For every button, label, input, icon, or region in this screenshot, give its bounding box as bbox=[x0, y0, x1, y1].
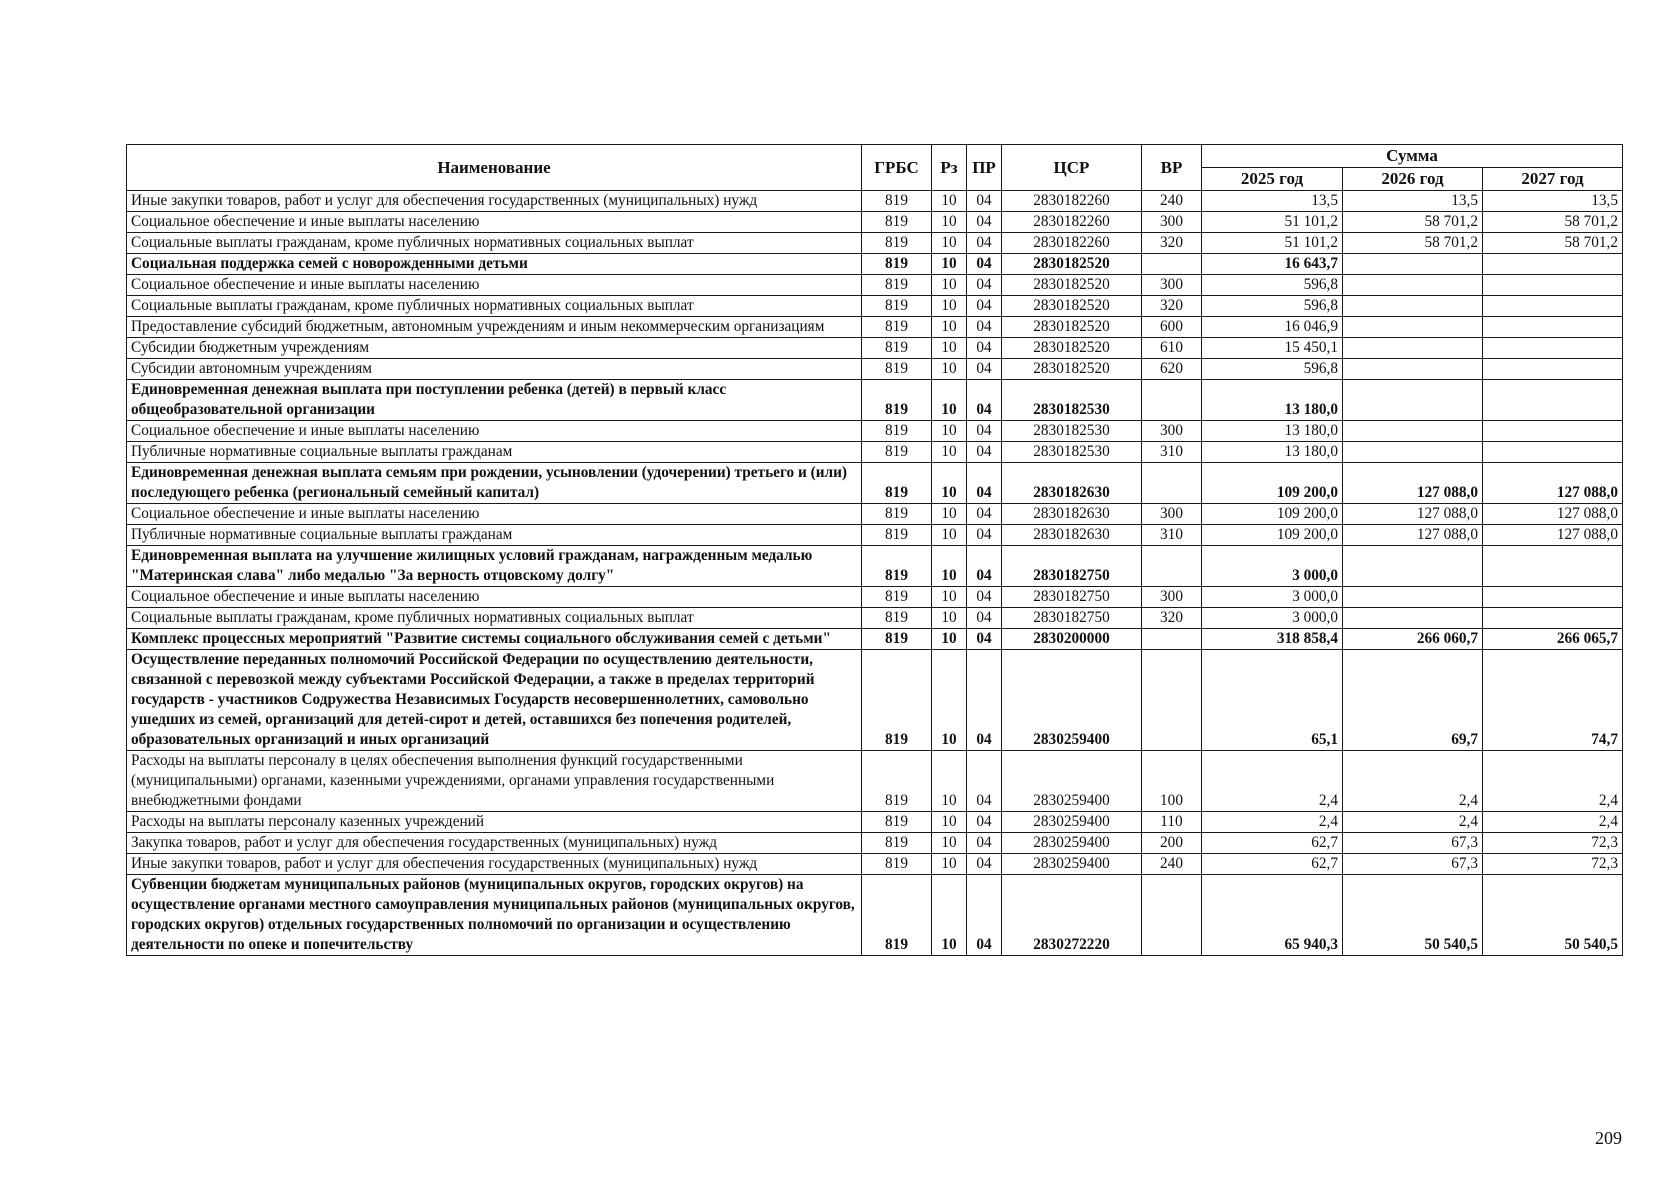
cell-name: Комплекс процессных мероприятий "Развитие системы социального обслуживания семей с детьми" bbox=[127, 629, 862, 650]
cell-csr: 2830182260 bbox=[1002, 233, 1142, 254]
table-row bbox=[127, 875, 1623, 956]
cell-grbs: 819 bbox=[862, 812, 932, 833]
cell-2026: 67,3 bbox=[1343, 854, 1483, 875]
cell-2027 bbox=[1483, 380, 1623, 421]
cell-2027: 74,7 bbox=[1483, 650, 1623, 751]
cell-2025: 65 940,3 bbox=[1202, 875, 1343, 956]
cell-grbs: 819 bbox=[862, 463, 932, 504]
header-vr: ВР bbox=[1142, 145, 1202, 191]
cell-pr: 04 bbox=[967, 275, 1002, 296]
cell-csr: 2830182530 bbox=[1002, 442, 1142, 463]
cell-rz: 10 bbox=[932, 359, 967, 380]
cell-vr: 200 bbox=[1142, 833, 1202, 854]
cell-name: Иные закупки товаров, работ и услуг для обеспечения государственных (муниципальных) нужд bbox=[127, 191, 862, 212]
cell-2027: 127 088,0 bbox=[1483, 504, 1623, 525]
cell-vr: 320 bbox=[1142, 233, 1202, 254]
cell-2025: 15 450,1 bbox=[1202, 338, 1343, 359]
cell-2026 bbox=[1343, 359, 1483, 380]
cell-2026: 127 088,0 bbox=[1343, 525, 1483, 546]
cell-vr: 240 bbox=[1142, 191, 1202, 212]
table-row bbox=[127, 525, 1623, 546]
cell-2025: 2,4 bbox=[1202, 751, 1343, 812]
cell-2026 bbox=[1343, 421, 1483, 442]
header-csr: ЦСР bbox=[1002, 145, 1142, 191]
cell-name: Социальные выплаты гражданам, кроме публичных нормативных социальных выплат bbox=[127, 233, 862, 254]
cell-name: Субсидии бюджетным учреждениям bbox=[127, 338, 862, 359]
cell-csr: 2830182260 bbox=[1002, 212, 1142, 233]
cell-vr: 100 bbox=[1142, 751, 1202, 812]
cell-2025: 13 180,0 bbox=[1202, 442, 1343, 463]
cell-2026: 13,5 bbox=[1343, 191, 1483, 212]
cell-2027: 58 701,2 bbox=[1483, 233, 1623, 254]
cell-csr: 2830182520 bbox=[1002, 359, 1142, 380]
cell-2025: 51 101,2 bbox=[1202, 212, 1343, 233]
header-year-2025: 2025 год bbox=[1202, 168, 1343, 191]
cell-grbs: 819 bbox=[862, 380, 932, 421]
cell-2026 bbox=[1343, 317, 1483, 338]
cell-vr bbox=[1142, 546, 1202, 587]
cell-vr: 620 bbox=[1142, 359, 1202, 380]
cell-vr: 300 bbox=[1142, 587, 1202, 608]
cell-rz: 10 bbox=[932, 442, 967, 463]
cell-pr: 04 bbox=[967, 875, 1002, 956]
cell-2025: 65,1 bbox=[1202, 650, 1343, 751]
cell-rz: 10 bbox=[932, 525, 967, 546]
cell-csr: 2830182530 bbox=[1002, 380, 1142, 421]
cell-csr: 2830259400 bbox=[1002, 812, 1142, 833]
cell-csr: 2830259400 bbox=[1002, 751, 1142, 812]
cell-grbs: 819 bbox=[862, 629, 932, 650]
cell-name: Иные закупки товаров, работ и услуг для обеспечения государственных (муниципальных) нужд bbox=[127, 854, 862, 875]
cell-grbs: 819 bbox=[862, 751, 932, 812]
cell-csr: 2830182750 bbox=[1002, 587, 1142, 608]
cell-name: Публичные нормативные социальные выплаты гражданам bbox=[127, 525, 862, 546]
cell-vr bbox=[1142, 629, 1202, 650]
cell-2027 bbox=[1483, 587, 1623, 608]
cell-2026: 50 540,5 bbox=[1343, 875, 1483, 956]
cell-pr: 04 bbox=[967, 421, 1002, 442]
cell-vr: 240 bbox=[1142, 854, 1202, 875]
cell-2026 bbox=[1343, 380, 1483, 421]
cell-rz: 10 bbox=[932, 629, 967, 650]
cell-vr: 310 bbox=[1142, 525, 1202, 546]
cell-pr: 04 bbox=[967, 359, 1002, 380]
cell-grbs: 819 bbox=[862, 212, 932, 233]
cell-2025: 3 000,0 bbox=[1202, 608, 1343, 629]
cell-grbs: 819 bbox=[862, 275, 932, 296]
cell-2025: 109 200,0 bbox=[1202, 525, 1343, 546]
table-row bbox=[127, 812, 1623, 833]
cell-2027 bbox=[1483, 546, 1623, 587]
cell-2027 bbox=[1483, 442, 1623, 463]
cell-name: Социальная поддержка семей с новорожденными детьми bbox=[127, 254, 862, 275]
cell-2025: 596,8 bbox=[1202, 359, 1343, 380]
cell-csr: 2830200000 bbox=[1002, 629, 1142, 650]
cell-2026 bbox=[1343, 275, 1483, 296]
cell-2027: 58 701,2 bbox=[1483, 212, 1623, 233]
cell-2027: 127 088,0 bbox=[1483, 463, 1623, 504]
cell-name: Субвенции бюджетам муниципальных районов (муниципальных округов, городских округов) на осуществление органами местного самоуправления муниципальных районов (муниципальных округов, городских округов) отдельных государственных полномочий по организации и осуществлению деятельности по опеке и попечительству bbox=[127, 875, 862, 956]
cell-rz: 10 bbox=[932, 875, 967, 956]
cell-rz: 10 bbox=[932, 275, 967, 296]
cell-grbs: 819 bbox=[862, 875, 932, 956]
header-rz: Рз bbox=[932, 145, 967, 191]
cell-vr: 110 bbox=[1142, 812, 1202, 833]
cell-rz: 10 bbox=[932, 608, 967, 629]
cell-2025: 3 000,0 bbox=[1202, 546, 1343, 587]
table-row bbox=[127, 338, 1623, 359]
cell-2027 bbox=[1483, 254, 1623, 275]
cell-grbs: 819 bbox=[862, 650, 932, 751]
cell-rz: 10 bbox=[932, 812, 967, 833]
table-row bbox=[127, 833, 1623, 854]
page-number: 209 bbox=[1595, 1128, 1622, 1148]
table-row bbox=[127, 546, 1623, 587]
cell-rz: 10 bbox=[932, 546, 967, 587]
cell-vr: 320 bbox=[1142, 608, 1202, 629]
cell-vr bbox=[1142, 463, 1202, 504]
header-pr: ПР bbox=[967, 145, 1002, 191]
cell-rz: 10 bbox=[932, 463, 967, 504]
cell-csr: 2830182520 bbox=[1002, 275, 1142, 296]
cell-csr: 2830182750 bbox=[1002, 608, 1142, 629]
cell-vr: 320 bbox=[1142, 296, 1202, 317]
cell-vr: 300 bbox=[1142, 421, 1202, 442]
cell-name: Социальное обеспечение и иные выплаты населению bbox=[127, 212, 862, 233]
cell-name: Единовременная денежная выплата при поступлении ребенка (детей) в первый класс общеобразовательной организации bbox=[127, 380, 862, 421]
cell-2025: 109 200,0 bbox=[1202, 504, 1343, 525]
cell-vr bbox=[1142, 254, 1202, 275]
table-row bbox=[127, 463, 1623, 504]
cell-2026 bbox=[1343, 296, 1483, 317]
cell-pr: 04 bbox=[967, 254, 1002, 275]
cell-2027: 2,4 bbox=[1483, 751, 1623, 812]
cell-grbs: 819 bbox=[862, 254, 932, 275]
cell-name: Осуществление переданных полномочий Российской Федерации по осуществлению деятельности, связанной с перевозкой между субъектами Российской Федерации, а также в пределах территорий государств - участников Содружества Независимых Государств несовершеннолетних, самовольно ушедших из семей, организаций для детей-сирот и детей, оставшихся без попечения родителей, образовательных организаций и иных организаций bbox=[127, 650, 862, 751]
cell-vr bbox=[1142, 380, 1202, 421]
cell-2025: 596,8 bbox=[1202, 275, 1343, 296]
cell-name: Закупка товаров, работ и услуг для обеспечения государственных (муниципальных) нужд bbox=[127, 833, 862, 854]
cell-rz: 10 bbox=[932, 650, 967, 751]
cell-rz: 10 bbox=[932, 317, 967, 338]
table-row bbox=[127, 359, 1623, 380]
cell-rz: 10 bbox=[932, 191, 967, 212]
cell-grbs: 819 bbox=[862, 608, 932, 629]
cell-csr: 2830182520 bbox=[1002, 317, 1142, 338]
cell-grbs: 819 bbox=[862, 854, 932, 875]
cell-name: Социальное обеспечение и иные выплаты населению bbox=[127, 421, 862, 442]
cell-2026: 2,4 bbox=[1343, 812, 1483, 833]
cell-rz: 10 bbox=[932, 380, 967, 421]
cell-2025: 109 200,0 bbox=[1202, 463, 1343, 504]
cell-grbs: 819 bbox=[862, 546, 932, 587]
cell-rz: 10 bbox=[932, 254, 967, 275]
cell-2025: 62,7 bbox=[1202, 833, 1343, 854]
cell-pr: 04 bbox=[967, 338, 1002, 359]
cell-name: Единовременная денежная выплата семьям при рождении, усыновлении (удочерении) третьего и (или) последующего ребенка (региональный семейный капитал) bbox=[127, 463, 862, 504]
cell-2026: 127 088,0 bbox=[1343, 463, 1483, 504]
cell-csr: 2830182630 bbox=[1002, 463, 1142, 504]
cell-pr: 04 bbox=[967, 463, 1002, 504]
table-row bbox=[127, 380, 1623, 421]
cell-2025: 596,8 bbox=[1202, 296, 1343, 317]
cell-2025: 62,7 bbox=[1202, 854, 1343, 875]
cell-name: Публичные нормативные социальные выплаты гражданам bbox=[127, 442, 862, 463]
cell-csr: 2830182630 bbox=[1002, 504, 1142, 525]
table-row bbox=[127, 504, 1623, 525]
table-row bbox=[127, 191, 1623, 212]
cell-pr: 04 bbox=[967, 854, 1002, 875]
cell-csr: 2830272220 bbox=[1002, 875, 1142, 956]
cell-pr: 04 bbox=[967, 546, 1002, 587]
cell-csr: 2830182530 bbox=[1002, 421, 1142, 442]
cell-2026 bbox=[1343, 254, 1483, 275]
header-sum: Сумма bbox=[1202, 145, 1623, 168]
cell-2025: 16 046,9 bbox=[1202, 317, 1343, 338]
table-row bbox=[127, 421, 1623, 442]
cell-pr: 04 bbox=[967, 608, 1002, 629]
cell-2025: 3 000,0 bbox=[1202, 587, 1343, 608]
cell-name: Социальное обеспечение и иные выплаты населению bbox=[127, 587, 862, 608]
cell-2027 bbox=[1483, 275, 1623, 296]
cell-2025: 13,5 bbox=[1202, 191, 1343, 212]
table-row bbox=[127, 587, 1623, 608]
cell-grbs: 819 bbox=[862, 587, 932, 608]
cell-2027: 127 088,0 bbox=[1483, 525, 1623, 546]
cell-2025: 13 180,0 bbox=[1202, 421, 1343, 442]
cell-2027: 72,3 bbox=[1483, 833, 1623, 854]
table-row bbox=[127, 275, 1623, 296]
cell-rz: 10 bbox=[932, 504, 967, 525]
cell-2027: 50 540,5 bbox=[1483, 875, 1623, 956]
cell-2027 bbox=[1483, 608, 1623, 629]
table-row bbox=[127, 212, 1623, 233]
cell-2026 bbox=[1343, 338, 1483, 359]
cell-name: Социальное обеспечение и иные выплаты населению bbox=[127, 275, 862, 296]
budget-table-body bbox=[127, 191, 1623, 956]
cell-2026 bbox=[1343, 587, 1483, 608]
cell-csr: 2830182520 bbox=[1002, 296, 1142, 317]
header-year-2027: 2027 год bbox=[1483, 168, 1623, 191]
table-row bbox=[127, 317, 1623, 338]
cell-2025: 13 180,0 bbox=[1202, 380, 1343, 421]
cell-pr: 04 bbox=[967, 833, 1002, 854]
cell-grbs: 819 bbox=[862, 338, 932, 359]
cell-2027: 72,3 bbox=[1483, 854, 1623, 875]
cell-name: Социальные выплаты гражданам, кроме публичных нормативных социальных выплат bbox=[127, 296, 862, 317]
table-row bbox=[127, 296, 1623, 317]
cell-pr: 04 bbox=[967, 504, 1002, 525]
cell-pr: 04 bbox=[967, 629, 1002, 650]
cell-rz: 10 bbox=[932, 212, 967, 233]
cell-vr: 600 bbox=[1142, 317, 1202, 338]
cell-vr: 310 bbox=[1142, 442, 1202, 463]
cell-rz: 10 bbox=[932, 833, 967, 854]
table-row bbox=[127, 854, 1623, 875]
budget-table bbox=[126, 144, 1623, 956]
cell-2026: 58 701,2 bbox=[1343, 212, 1483, 233]
cell-csr: 2830182750 bbox=[1002, 546, 1142, 587]
cell-pr: 04 bbox=[967, 650, 1002, 751]
cell-rz: 10 bbox=[932, 338, 967, 359]
cell-pr: 04 bbox=[967, 812, 1002, 833]
cell-csr: 2830182520 bbox=[1002, 254, 1142, 275]
cell-rz: 10 bbox=[932, 421, 967, 442]
cell-vr bbox=[1142, 650, 1202, 751]
cell-2026: 266 060,7 bbox=[1343, 629, 1483, 650]
cell-pr: 04 bbox=[967, 525, 1002, 546]
cell-2025: 2,4 bbox=[1202, 812, 1343, 833]
cell-pr: 04 bbox=[967, 212, 1002, 233]
table-row bbox=[127, 629, 1623, 650]
cell-rz: 10 bbox=[932, 296, 967, 317]
cell-2027 bbox=[1483, 296, 1623, 317]
cell-2026 bbox=[1343, 442, 1483, 463]
cell-vr: 610 bbox=[1142, 338, 1202, 359]
cell-name: Предоставление субсидий бюджетным, автономным учреждениям и иным некоммерческим организациям bbox=[127, 317, 862, 338]
cell-pr: 04 bbox=[967, 296, 1002, 317]
cell-csr: 2830182630 bbox=[1002, 525, 1142, 546]
table-row bbox=[127, 442, 1623, 463]
cell-grbs: 819 bbox=[862, 421, 932, 442]
cell-vr bbox=[1142, 875, 1202, 956]
cell-pr: 04 bbox=[967, 317, 1002, 338]
cell-rz: 10 bbox=[932, 233, 967, 254]
cell-grbs: 819 bbox=[862, 442, 932, 463]
cell-name: Расходы на выплаты персоналу казенных учреждений bbox=[127, 812, 862, 833]
cell-2025: 318 858,4 bbox=[1202, 629, 1343, 650]
cell-2026: 69,7 bbox=[1343, 650, 1483, 751]
cell-2025: 51 101,2 bbox=[1202, 233, 1343, 254]
header-grbs: ГРБС bbox=[862, 145, 932, 191]
cell-2026: 127 088,0 bbox=[1343, 504, 1483, 525]
cell-grbs: 819 bbox=[862, 233, 932, 254]
cell-pr: 04 bbox=[967, 442, 1002, 463]
cell-name: Субсидии автономным учреждениям bbox=[127, 359, 862, 380]
header-name: Наименование bbox=[127, 145, 862, 191]
cell-csr: 2830182520 bbox=[1002, 338, 1142, 359]
header-year-2026: 2026 год bbox=[1343, 168, 1483, 191]
cell-vr: 300 bbox=[1142, 504, 1202, 525]
cell-2027 bbox=[1483, 359, 1623, 380]
table-row bbox=[127, 650, 1623, 751]
cell-2026: 67,3 bbox=[1343, 833, 1483, 854]
cell-name: Расходы на выплаты персоналу в целях обеспечения выполнения функций государственными (муниципальными) органами, казенными учреждениями, органами управления государственными внебюджетными фондами bbox=[127, 751, 862, 812]
cell-grbs: 819 bbox=[862, 504, 932, 525]
table-row bbox=[127, 608, 1623, 629]
cell-pr: 04 bbox=[967, 380, 1002, 421]
cell-csr: 2830259400 bbox=[1002, 650, 1142, 751]
budget-sheet bbox=[126, 144, 1622, 956]
table-row bbox=[127, 254, 1623, 275]
cell-2026: 58 701,2 bbox=[1343, 233, 1483, 254]
cell-name: Единовременная выплата на улучшение жилищных условий гражданам, награжденным медалью "Материнская слава" либо медалью "За верность отцовскому долгу" bbox=[127, 546, 862, 587]
cell-2027: 2,4 bbox=[1483, 812, 1623, 833]
cell-pr: 04 bbox=[967, 233, 1002, 254]
cell-pr: 04 bbox=[967, 587, 1002, 608]
cell-rz: 10 bbox=[932, 854, 967, 875]
cell-2027 bbox=[1483, 421, 1623, 442]
cell-vr: 300 bbox=[1142, 275, 1202, 296]
cell-grbs: 819 bbox=[862, 317, 932, 338]
cell-2026: 2,4 bbox=[1343, 751, 1483, 812]
cell-2027 bbox=[1483, 338, 1623, 359]
cell-rz: 10 bbox=[932, 751, 967, 812]
cell-grbs: 819 bbox=[862, 359, 932, 380]
cell-2027: 13,5 bbox=[1483, 191, 1623, 212]
cell-csr: 2830182260 bbox=[1002, 191, 1142, 212]
cell-name: Социальные выплаты гражданам, кроме публичных нормативных социальных выплат bbox=[127, 608, 862, 629]
cell-2026 bbox=[1343, 546, 1483, 587]
cell-2025: 16 643,7 bbox=[1202, 254, 1343, 275]
cell-grbs: 819 bbox=[862, 296, 932, 317]
cell-grbs: 819 bbox=[862, 191, 932, 212]
cell-grbs: 819 bbox=[862, 833, 932, 854]
cell-grbs: 819 bbox=[862, 525, 932, 546]
cell-2026 bbox=[1343, 608, 1483, 629]
cell-vr: 300 bbox=[1142, 212, 1202, 233]
cell-csr: 2830259400 bbox=[1002, 854, 1142, 875]
cell-pr: 04 bbox=[967, 751, 1002, 812]
cell-2027: 266 065,7 bbox=[1483, 629, 1623, 650]
cell-rz: 10 bbox=[932, 587, 967, 608]
cell-name: Социальное обеспечение и иные выплаты населению bbox=[127, 504, 862, 525]
table-row bbox=[127, 233, 1623, 254]
cell-csr: 2830259400 bbox=[1002, 833, 1142, 854]
cell-pr: 04 bbox=[967, 191, 1002, 212]
table-row bbox=[127, 751, 1623, 812]
cell-2027 bbox=[1483, 317, 1623, 338]
